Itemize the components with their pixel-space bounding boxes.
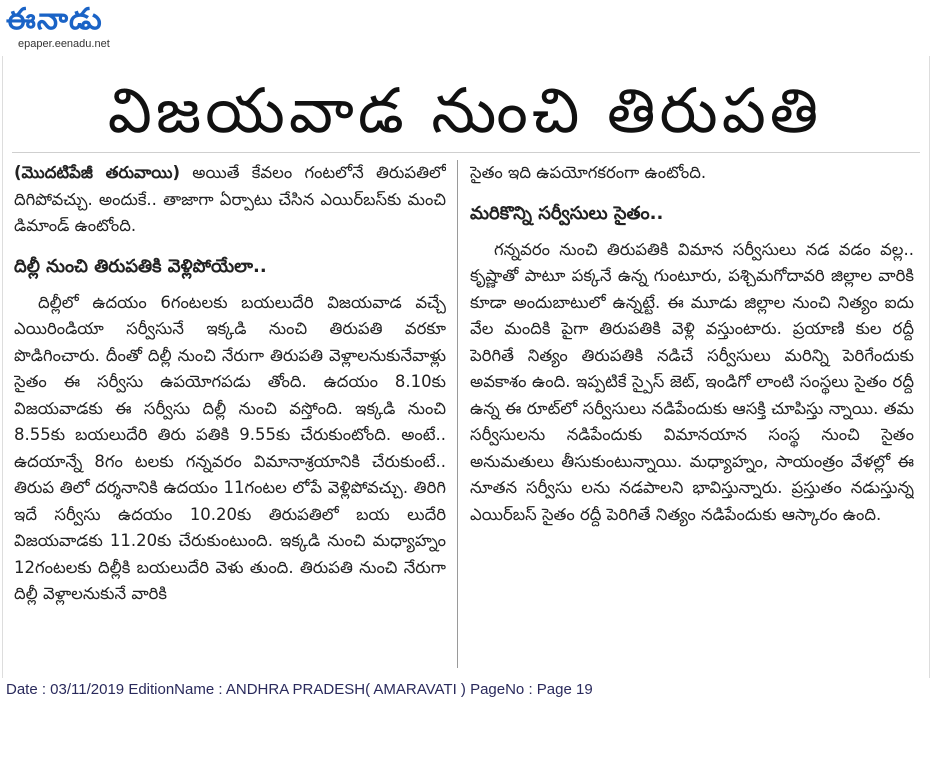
left-subheading: దిల్లీ నుంచి తిరుపతికి వెళ్లిపోయేలా.. — [14, 255, 267, 277]
right-subheading: మరికొన్ని సర్వీసులు సైతం.. — [470, 202, 664, 224]
logo-site-url: epaper.eenadu.net — [18, 38, 110, 50]
column-divider — [457, 160, 458, 668]
right-body-text: గన్నవరం నుంచి తిరుపతికి విమాన సర్వీసులు నడ వడం వల్ల.. కృష్ణాతో పాటూ పక్కనే ఉన్న గుంటూరు, పశ్చిమగోదావరి జిల్లాల వారికి కూడా అందుబాటులో ఉన్నట్టే. ఈ మూడు జిల్లాల నుంచి నిత్యం ఐదు వేల మందికి పైగా తిరుపతికి వెళ్లి వస్తుంటారు. ప్రయాణి కుల రద్దీ పెరిగితే నిత్యం తిరుపతికి నడిచే సర్వీసులు మరిన్ని పెరిగేందుకు అవకాశం ఉంది. ఇప్పటికే స్పైస్ జెట్, ఇండిగో లాంటి సంస్థలు సైతం రద్దీ ఉన్న ఈ రూట్‌లో సర్వీసులు నడిపేందుకు ఆసక్తి చూపిస్తు న్నాయి. తమ సర్వీసులను నడిపేందుకు విమానయాన సంస్థ నుంచి సైతం అనుమతులు తీసుకుంటున్నాయి. మధ్యాహ్నం, సాయంత్రం వేళల్లో ఈ నూతన సర్వీసు లను నడపాలని భావిస్తున్నారు. ప్రస్తుతం నడుస్తున్న ఎయిర్‌బస్ సైతం రద్దీ పెరిగితే నిత్యం నడిపేందుకు ఆస్కారం ఉంది. — [470, 239, 914, 524]
headline-divider — [12, 152, 920, 153]
left-body-text: దిల్లీలో ఉదయం 6గంటలకు బయలుదేరి విజయవాడ వచ్చే ఎయిరిండియా సర్వీసునే ఇక్కడి నుంచి తిరుపతి వరకూ పొడిగించారు. దీంతో దిల్లీ నుంచి నేరుగా తిరుపతి వెళ్లాలనుకునేవాళ్లు సైతం ఈ సర్వీసు ఉపయోగపడు తోంది. ఉదయం 8.10కు విజయవాడకు ఈ సర్వీసు దిల్లీ నుంచి వస్తోంది. ఇక్కడి నుంచి 8.55కు బయలుదేరి తిరు పతికి 9.55కు చేరుకుంటోంది. అంటే.. ఉదయాన్నే 8గం టలకు గన్నవరం విమానాశ్రయానికి చేరుకుంటే.. తిరుప తిలో దర్శనానికి ఉదయం 11గంటల లోపే వెళ్లిపోవచ్చు. తిరిగి ఇదే సర్వీసు ఉదయం 10.20కు తిరుపతిలో బయ లుదేరి విజయవాడకు 11.20కు చేరుకుంటుంది. ఇక్కడి నుంచి మధ్యాహ్నం 12గంటలకు దిల్లీకి బయలుదేరి వెళు తుంది. తిరుపతి నుంచి నేరుగా దిల్లీ వెళ్లాలనుకునే వారికి — [14, 292, 446, 603]
continuation-tag: (మొదటిపేజీ తరువాయి) — [14, 163, 181, 182]
article-headline: విజయవాడ నుంచి తిరుపతి — [107, 74, 823, 147]
logo-wordmark: ఈనాడు — [6, 2, 103, 37]
eenadu-logo[interactable] — [6, 2, 146, 54]
lead-text: అయితే కేవలం గంటలోనే తిరుపతిలో దిగిపోవచ్చు. అందుకే.. తాజాగా ఏర్పాటు చేసిన ఎయిర్‌బస్‌కు మంచి డిమాండ్ ఉంటోంది. — [14, 163, 446, 235]
edition-info-footer: Date : 03/11/2019 EditionName : ANDHRA PRADESH( AMARAVATI ) PageNo : Page 19 — [6, 681, 593, 698]
lead-paragraph — [14, 160, 446, 240]
article-right-column — [470, 160, 914, 670]
right-continuation: సైతం ఇది ఉపయోగకరంగా ఉంటోంది. — [470, 163, 707, 182]
article-left-column — [14, 160, 446, 670]
